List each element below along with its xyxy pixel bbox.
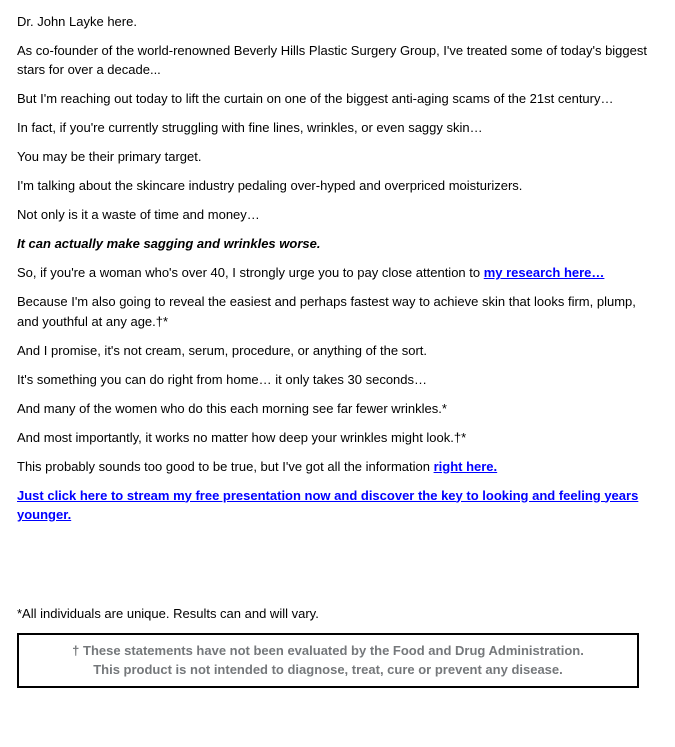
paragraph-cta: [17, 486, 655, 525]
too-good-text: This probably sounds too good to be true, but I've got all the information: [17, 458, 434, 474]
paragraph-reveal-easiest: Because I'm also going to reveal the easiest and perhaps fastest way to achieve skin that looks firm, plump, and youthful at any age.†*: [17, 294, 636, 329]
vertical-spacer: [17, 534, 655, 594]
fda-disclaimer-box: [17, 633, 639, 688]
paragraph-cofounder: As co-founder of the world-renowned Beverly Hills Plastic Surgery Group, I've treated some of today's biggest stars for over a decade...: [17, 42, 647, 77]
paragraph-promise: And I promise, it's not cream, serum, procedure, or anything of the sort.: [17, 342, 428, 358]
paragraph-warning-emphasis: It can actually make sagging and wrinkles worse.: [17, 236, 321, 251]
paragraph-reaching-out: But I'm reaching out today to lift the curtain on one of the biggest anti-aging scams of the 21st century…: [17, 91, 614, 106]
right-here-link[interactable]: right here.: [433, 458, 498, 474]
paragraph-fewer-wrinkles: And many of the women who do this each morning see far fewer wrinkles.*: [17, 400, 447, 416]
paragraph-too-good: [17, 457, 655, 477]
paragraph-works-no-matter: And most importantly, it works no matter how deep your wrinkles might look.†*: [17, 429, 467, 445]
stream-presentation-link[interactable]: Just click here to stream my free presentation now and discover the key to looking and feeling years younger.: [17, 487, 639, 522]
paragraph-skincare-industry: I'm talking about the skincare industry pedaling over-hyped and overpriced moisturizers.: [17, 178, 523, 193]
paragraph-primary-target: You may be their primary target.: [17, 149, 202, 164]
results-vary-footnote: *All individuals are unique. Results can and will vary.: [17, 605, 319, 621]
fda-disclaimer-line-2: This product is not intended to diagnose, treat, cure or prevent any disease.: [93, 662, 563, 677]
my-research-link[interactable]: my research here…: [483, 265, 605, 280]
paragraph-from-home: It's something you can do right from home… it only takes 30 seconds…: [17, 371, 428, 387]
urge-attention-text: So, if you're a woman who's over 40, I strongly urge you to pay close attention to: [17, 265, 484, 280]
paragraph-urge-attention: [17, 263, 655, 283]
paragraph-struggling: In fact, if you're currently struggling with fine lines, wrinkles, or even saggy skin…: [17, 120, 483, 135]
paragraph-waste: Not only is it a waste of time and money…: [17, 207, 260, 222]
fda-disclaimer-line-1: † These statements have not been evaluated by the Food and Drug Administration.: [72, 642, 584, 658]
paragraph-greeting: Dr. John Layke here.: [17, 13, 137, 29]
